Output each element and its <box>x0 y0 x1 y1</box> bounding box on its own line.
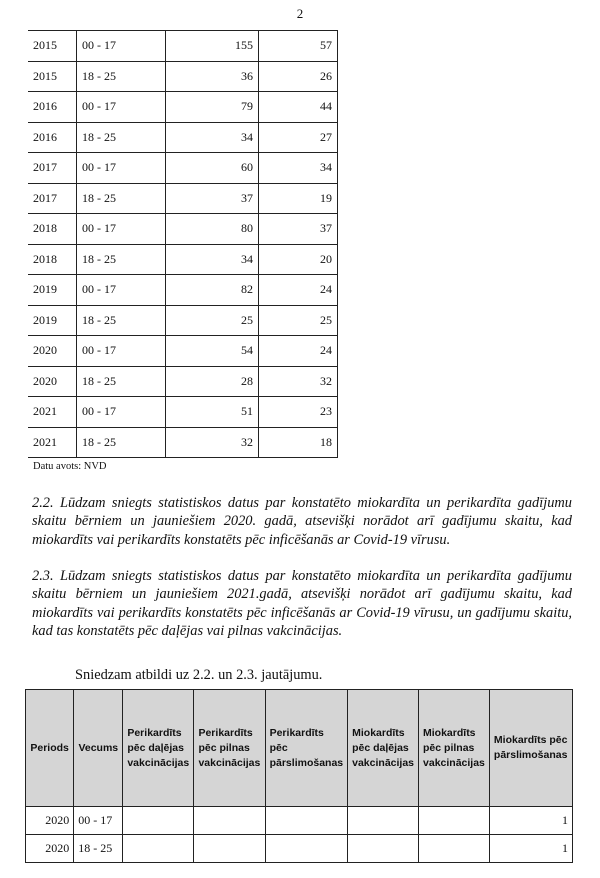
table-cell: 34 <box>166 244 259 275</box>
table-cell: 2015 <box>28 31 77 62</box>
answer-intro: Sniedzam atbildi uz 2.2. un 2.3. jautājumu. <box>75 667 323 683</box>
table-cell: 2019 <box>28 275 77 306</box>
answer-table <box>25 689 573 863</box>
table-cell <box>194 835 265 863</box>
table-cell: 1 <box>489 835 572 863</box>
table-cell: 2021 <box>28 397 77 428</box>
table-row <box>26 835 573 863</box>
table-cell: 54 <box>166 336 259 367</box>
table-cell: 00 - 17 <box>77 31 166 62</box>
table-cell <box>194 807 265 835</box>
table-cell: 2020 <box>26 807 74 835</box>
table-cell: 24 <box>259 275 338 306</box>
table-cell: 37 <box>259 214 338 245</box>
table-cell: 34 <box>166 122 259 153</box>
table-cell: 00 - 17 <box>77 275 166 306</box>
table-cell: 36 <box>166 61 259 92</box>
table-cell <box>123 807 194 835</box>
table-row <box>28 305 338 336</box>
table-row <box>28 31 338 62</box>
table-cell: 155 <box>166 31 259 62</box>
table-cell: 82 <box>166 275 259 306</box>
table-row <box>28 122 338 153</box>
question-2-2: 2.2. Lūdzam sniegts statistiskos datus par konstatēto miokardīta un perikardīta gadījumu skaitu bērniem un jauniešiem 2020. gadā, atsevišķi norādot arī gadījumu skaitu, kad miokardīts vai perikardīts konstatēts pēc inficēšanās ar Covid-19 vīrusu. <box>32 495 572 548</box>
table-cell: 32 <box>166 427 259 458</box>
column-header: Vecums <box>74 690 123 807</box>
table-cell: 20 <box>259 244 338 275</box>
table-cell: 44 <box>259 92 338 123</box>
table-cell: 23 <box>259 397 338 428</box>
table-cell: 18 <box>259 427 338 458</box>
table-cell: 18 - 25 <box>74 835 123 863</box>
table-row <box>28 183 338 214</box>
table-cell: 37 <box>166 183 259 214</box>
table-cell: 2020 <box>28 366 77 397</box>
table-cell: 2018 <box>28 244 77 275</box>
table-cell: 2015 <box>28 61 77 92</box>
table-row <box>26 807 573 835</box>
table-cell <box>419 807 490 835</box>
table-cell: 27 <box>259 122 338 153</box>
table-cell: 19 <box>259 183 338 214</box>
table-cell: 2020 <box>26 835 74 863</box>
table-row <box>28 427 338 458</box>
table-cell: 18 - 25 <box>77 183 166 214</box>
table-cell: 32 <box>259 366 338 397</box>
table-row <box>28 92 338 123</box>
table-cell: 2017 <box>28 183 77 214</box>
table-cell: 79 <box>166 92 259 123</box>
table-cell: 26 <box>259 61 338 92</box>
column-header: Miokardīts pēc daļējas vakcinācijas <box>348 690 419 807</box>
table-cell: 18 - 25 <box>77 366 166 397</box>
table-cell: 25 <box>259 305 338 336</box>
table-cell: 2016 <box>28 92 77 123</box>
table-cell <box>348 807 419 835</box>
table-cell: 60 <box>166 153 259 184</box>
table-cell: 34 <box>259 153 338 184</box>
table-cell: 18 - 25 <box>77 61 166 92</box>
table-row <box>28 61 338 92</box>
cases-table <box>28 30 338 458</box>
column-header: Periods <box>26 690 74 807</box>
table-row <box>28 214 338 245</box>
table-cell: 18 - 25 <box>77 122 166 153</box>
table-row <box>28 244 338 275</box>
table-row <box>28 366 338 397</box>
table-cell: 2016 <box>28 122 77 153</box>
table-cell: 00 - 17 <box>77 214 166 245</box>
table-cell: 00 - 17 <box>77 153 166 184</box>
table-cell: 00 - 17 <box>77 397 166 428</box>
column-header: Miokardīts pēc pārslimošanas <box>489 690 572 807</box>
table-row <box>28 153 338 184</box>
table-cell <box>348 835 419 863</box>
table-cell: 00 - 17 <box>74 807 123 835</box>
table-cell: 51 <box>166 397 259 428</box>
table-cell: 57 <box>259 31 338 62</box>
table-row <box>28 397 338 428</box>
table-cell: 1 <box>489 807 572 835</box>
data-source-note: Datu avots: NVD <box>33 461 107 472</box>
table-row <box>28 336 338 367</box>
table-cell: 00 - 17 <box>77 336 166 367</box>
table-cell <box>265 807 348 835</box>
table-cell: 00 - 17 <box>77 92 166 123</box>
table-cell: 2019 <box>28 305 77 336</box>
table-cell <box>419 835 490 863</box>
table-row <box>28 275 338 306</box>
table-cell <box>123 835 194 863</box>
page-number: 2 <box>296 6 304 21</box>
column-header: Perikardīts pēc pārslimošanas <box>265 690 348 807</box>
table-cell: 2020 <box>28 336 77 367</box>
table-cell: 18 - 25 <box>77 305 166 336</box>
table-cell: 28 <box>166 366 259 397</box>
table-cell <box>265 835 348 863</box>
table-cell: 18 - 25 <box>77 427 166 458</box>
table-cell: 2018 <box>28 214 77 245</box>
question-2-3: 2.3. Lūdzam sniegts statistiskos datus par konstatēto miokardīta un perikardīta gadījumu skaitu bērniem un jauniešiem 2021.gadā, atsevišķi norādot arī gadījumu skaitu, kad miokardīts vai perikardīts konstatēts pēc inficēšanās ar Covid-19 vīrusu, un gadījumu skaitu, kad tas konstatēts pēc daļējas vai pilnas vakcinācijas. <box>32 568 572 639</box>
table-cell: 2021 <box>28 427 77 458</box>
column-header: Perikardīts pēc pilnas vakcinācijas <box>194 690 265 807</box>
column-header: Perikardīts pēc daļējas vakcinācijas <box>123 690 194 807</box>
table-cell: 25 <box>166 305 259 336</box>
column-header: Miokardīts pēc pilnas vakcinācijas <box>419 690 490 807</box>
table-cell: 24 <box>259 336 338 367</box>
table-cell: 18 - 25 <box>77 244 166 275</box>
table-cell: 2017 <box>28 153 77 184</box>
table-cell: 80 <box>166 214 259 245</box>
